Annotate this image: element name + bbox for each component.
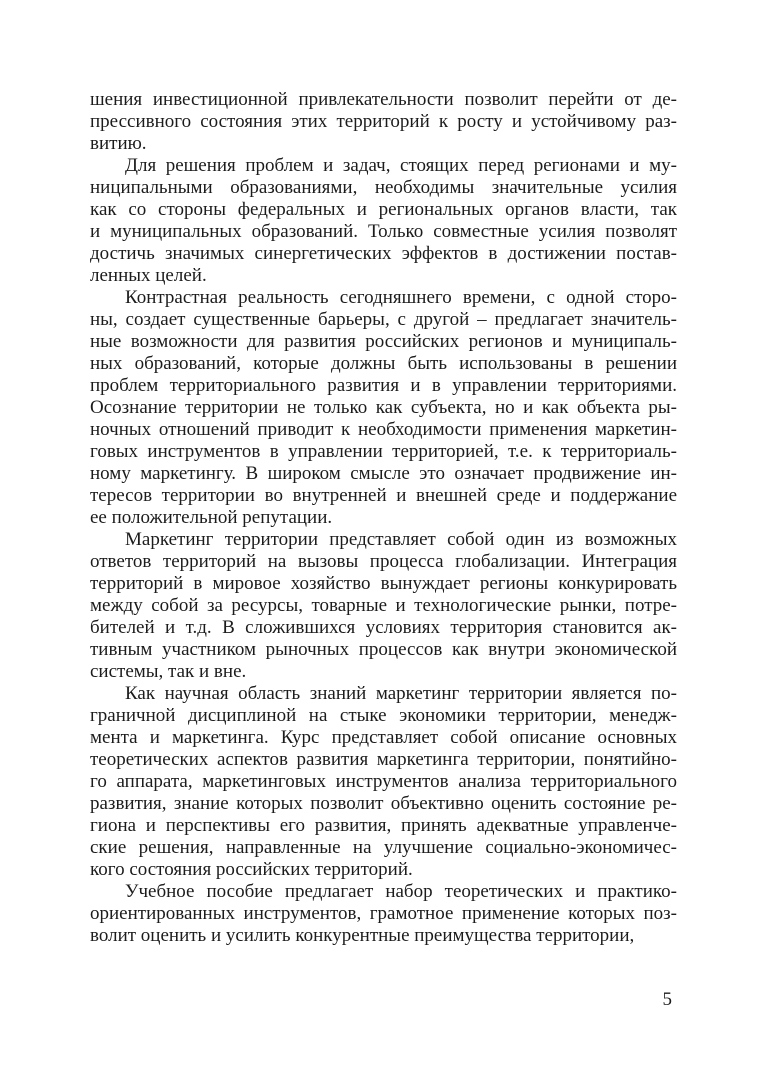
text-line: Контрастная реальность сегодняшнего времени, с одной сторо- bbox=[125, 287, 677, 308]
text-line: граничной дисциплиной на стыке экономики территории, менедж- bbox=[90, 705, 677, 726]
text-line: между собой за ресурсы, товарные и технологические рынки, потре- bbox=[90, 595, 677, 616]
text-line: тересов территории во внутренней и внешней среде и поддержание bbox=[90, 485, 677, 506]
text-line: ны, создает существенные барьеры, с другой – предлагает значитель- bbox=[90, 309, 677, 330]
paragraph bbox=[90, 287, 677, 529]
text-line: ориентированных инструментов, грамотное применение которых поз- bbox=[90, 903, 677, 924]
text-line: достичь значимых синергетических эффектов в достижении постав- bbox=[90, 243, 677, 264]
text-line: ответов территорий на вызовы процесса глобализации. Интеграция bbox=[90, 551, 677, 572]
text-line: ночных отношений приводит к необходимости применения маркетин- bbox=[90, 419, 677, 440]
text-line: витию. bbox=[90, 133, 147, 154]
text-line: теоретических аспектов развития маркетинга территории, понятийно- bbox=[90, 749, 677, 770]
paragraph bbox=[90, 683, 677, 881]
text-line: ному маркетингу. В широком смысле это означает продвижение ин- bbox=[90, 463, 677, 484]
text-line: Для решения проблем и задач, стоящих перед регионами и му- bbox=[125, 155, 677, 176]
text-line: прессивного состояния этих территорий к росту и устойчивому раз- bbox=[90, 111, 677, 132]
page-number: 5 bbox=[662, 989, 672, 1010]
text-line: волит оценить и усилить конкурентные преимущества территории, bbox=[90, 925, 635, 946]
text-line: Как научная область знаний маркетинг территории является по- bbox=[125, 683, 677, 704]
text-line: территорий в мировое хозяйство вынуждает регионы конкурировать bbox=[90, 573, 677, 594]
text-line: гиона и перспективы его развития, принять адекватные управленче- bbox=[90, 815, 677, 836]
text-line: системы, так и вне. bbox=[90, 661, 247, 682]
text-line: бителей и т.д. В сложившихся условиях территория становится ак- bbox=[90, 617, 677, 638]
paragraph bbox=[90, 89, 677, 155]
paragraph bbox=[90, 155, 677, 287]
text-line: шения инвестиционной привлекательности позволит перейти от де- bbox=[90, 89, 677, 110]
text-line: го аппарата, маркетинговых инструментов анализа территориального bbox=[90, 771, 677, 792]
text-line: как со стороны федеральных и региональных органов власти, так bbox=[90, 199, 677, 220]
paragraph bbox=[90, 881, 677, 947]
text-line: ее положительной репутации. bbox=[90, 507, 333, 528]
text-line: ниципальными образованиями, необходимы значительные усилия bbox=[90, 177, 677, 198]
text-line: ные возможности для развития российских регионов и муниципаль- bbox=[90, 331, 677, 352]
paragraph bbox=[90, 529, 677, 683]
text-line: Маркетинг территории представляет собой один из возможных bbox=[125, 529, 677, 550]
text-line: говых инструментов в управлении территорией, т.е. к территориаль- bbox=[90, 441, 677, 462]
text-line: ские решения, направленные на улучшение социально-экономичес- bbox=[90, 837, 677, 858]
text-line: Осознание территории не только как субъекта, но и как объекта ры- bbox=[90, 397, 677, 418]
text-line: Учебное пособие предлагает набор теоретических и практико- bbox=[125, 881, 677, 902]
text-line: ных образований, которые должны быть использованы в решении bbox=[90, 353, 677, 374]
text-line: развития, знание которых позволит объективно оценить состояние ре- bbox=[90, 793, 677, 814]
text-line: ленных целей. bbox=[90, 265, 207, 286]
page-text bbox=[90, 89, 677, 947]
text-line: мента и маркетинга. Курс представляет собой описание основных bbox=[90, 727, 677, 748]
text-line: и муниципальных образований. Только совместные усилия позволят bbox=[90, 221, 677, 242]
text-line: тивным участником рыночных процессов как внутри экономической bbox=[90, 639, 677, 660]
text-line: проблем территориального развития и в управлении территориями. bbox=[90, 375, 677, 396]
text-line: кого состояния российских территорий. bbox=[90, 859, 413, 880]
